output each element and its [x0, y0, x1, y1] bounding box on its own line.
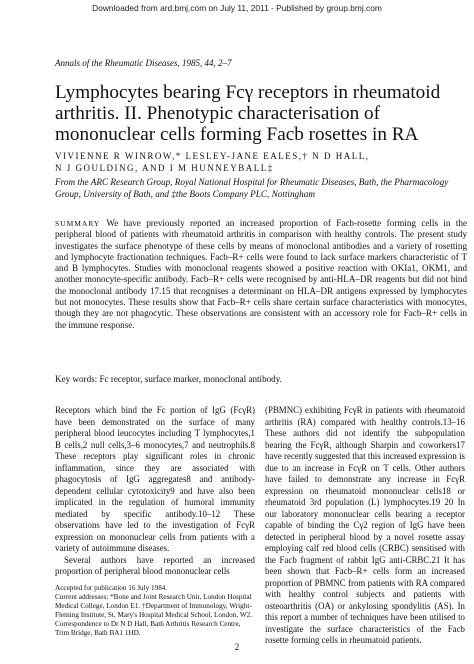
body-column-left: [55, 405, 255, 578]
journal-citation: Annals of the Rheumatic Diseases, 1985, 44, 2–7: [55, 58, 232, 68]
body-column-right: [265, 405, 465, 647]
body-paragraph: Receptors which bind the Fc portion of IgG (FcγR) have been demonstrated on the surface of many peripheral blood leucocytes including T lymphocytes,1 B cells,2 null cells,3–6 monocytes,7 and neutrophils.8 These receptors play significant roles in chronic inflammation, since they are associated with phagocytosis of IgG aggregates8 and antibody-dependent cellular cytotoxicity9 and have also been implicated in the regulation of humoral immunity mediated by specific antibody.10–12 These observations have led to the investigation of FcγR expression on mononuclear cells from patients with a variety of autoimmune diseases.: [55, 405, 255, 553]
author-line-1: VIVIENNE R WINROW,* LESLEY-JANE EALES,† N D HALL,: [55, 151, 370, 161]
footnotes: [55, 584, 255, 637]
keywords: Key words: Fc receptor, surface marker, monoclonal antibody.: [55, 374, 282, 384]
author-line-2: N J GOULDING, AND I M HUNNEYBALL‡: [55, 163, 274, 173]
page-number: 2: [234, 642, 240, 652]
download-notice: Downloaded from ard.bmj.com on July 11, 2011 - Published by group.bmj.com: [92, 3, 382, 13]
article-title: Lymphocytes bearing Fcγ receptors in rheumatoid arthritis. II. Phenotypic characterisation of mononuclear cells forming Facb rosettes in RA: [55, 82, 441, 145]
footnote-addresses: Current addresses: *Bone and Joint Research Unit, London Hospital Medical College, London E1. †Department of Immunology, Wright-Fleming Institute, St. Mary's Hospital Medical School, London, W2.: [55, 592, 253, 619]
author-list: [55, 150, 465, 174]
body-paragraph: (PBMNC) exhibiting FcγR in patients with rheumatoid arthritis (RA) compared with healthy controls.13–16 These authors did not identify the subpopulation bearing the FcγR, although Sharpin and coworkers17 have recently suggested that this increased expression is due to an increase in FcγR on T cells. Other authors have failed to demonstrate any increase in FcγR expression on rheumatoid mononuclear cells18 or rheumatoid 3rd population (L) lymphocytes.19 20 In our laboratory mononuclear cells bearing a receptor capable of binding the Cγ2 region of IgG have been detected in peripheral blood by a novel rosette assay employing calf red blood cells (CRBC) sensitised with the Facb fragment of rabbit IgG anti-CRBC.21 It has been shown that Facb–R+ cells form an increased proportion of PBMNC from patients with RA compared with healthy control subjects and patients with osteoarthritis (OA) or ankylosing spondylitis (AS). In this report a number of techniques have been utilised to investigate the surface characteristics of the Facb rosette forming cells in rheumatoid patients.: [265, 405, 465, 645]
footnote-correspondence: Correspondence to Dr N D Hall, Bath Arthritis Research Centre, Trim Bridge, Bath BA1 1HD.: [55, 619, 241, 637]
summary: [55, 218, 467, 331]
affiliation: From the ARC Research Group, Royal National Hospital for Rheumatic Diseases, Bath, the Pharmacology Group, University of Bath, and ‡the Boots Company PLC, Nottingham: [55, 177, 449, 199]
footnote-accepted: Accepted for publication 16 July 1984.: [55, 584, 168, 592]
summary-label: SUMMARY: [55, 219, 101, 228]
body-paragraph: Several authors have reported an increased proportion of peripheral blood mononuclear cells: [55, 554, 255, 576]
summary-text: We have previously reported an increased proportion of Facb-rosette forming cells in the peripheral blood of patients with rheumatoid arthritis in comparison with healthy controls. The present study investigates the surface phenotype of these cells by means of monoclonal antibodies and a variety of rosetting and lymphocyte fractionation techniques. Facb–R+ cells were found to lack surface markers characteristic of T and B lymphocytes. Studies with monoclonal reagents showed a positive reaction with OKIa1, OKM1, and another monocyte-specific antibody. Facb–R+ cells were recognised by anti-HLA–DR reagents but did not bind the monoclonal antibody 17.15 that recognises a determinant on HLA–DR antigens expressed by lymphocytes but not monocytes. These results show that Facb–R+ cells share certain surface characteristics with monocytes, though they are not phagocytic. These observations are consistent with an accessory role for Facb–R+ cells in the immune response.: [55, 218, 467, 330]
